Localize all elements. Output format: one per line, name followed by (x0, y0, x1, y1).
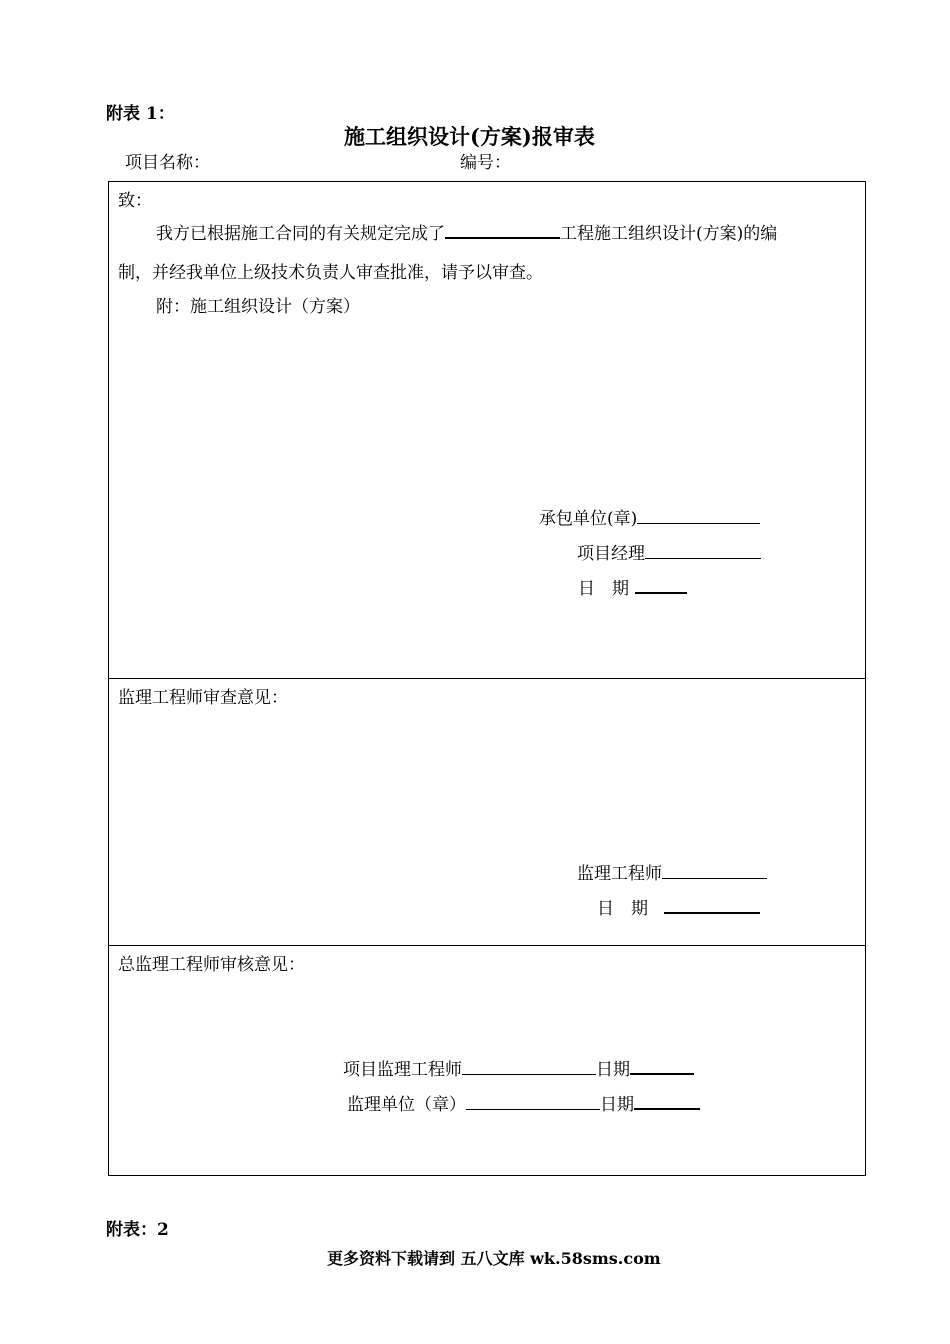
attachment-line: 附：施工组织设计（方案） (156, 297, 360, 317)
project-engineer-blank (462, 1060, 596, 1075)
date-label-4: 日期 (600, 1095, 634, 1115)
body-line-1-start: 我方已根据施工合同的有关规定完成了 (156, 224, 445, 244)
submission-section (108, 181, 866, 679)
date-blank-2 (664, 898, 760, 914)
engineer-label: 监理工程师 (577, 864, 662, 884)
date-label-2: 日 期 (597, 899, 648, 919)
manager-label: 项目经理 (577, 544, 645, 564)
supervision-unit-blank (466, 1095, 600, 1110)
date-row-2 (597, 894, 760, 919)
date-blank-1 (635, 578, 687, 594)
contractor-label: 承包单位(章) (539, 509, 638, 529)
body-line-1-end: 工程施工组织设计(方案)的编 (560, 224, 778, 244)
contractor-blank (637, 509, 760, 524)
manager-blank (645, 544, 761, 559)
engineer-signature-row (577, 859, 767, 884)
project-name-blank (445, 223, 560, 239)
project-engineer-label: 项目监理工程师 (343, 1060, 462, 1080)
attachment-2-label: 附表：2 (106, 1220, 169, 1240)
download-note: 更多资料下载请到 五八文库 wk.58sms.com (327, 1249, 661, 1268)
date-blank-3 (630, 1059, 694, 1075)
engineer-review-heading: 监理工程师审查意见： (118, 688, 288, 708)
engineer-blank (662, 864, 767, 879)
to-label: 致： (118, 191, 152, 211)
chief-review-heading: 总监理工程师审核意见： (118, 955, 305, 975)
manager-signature-row (577, 539, 761, 564)
date-blank-4 (634, 1094, 700, 1110)
project-engineer-row (343, 1055, 694, 1080)
serial-no-label: 编号： (460, 153, 511, 173)
date-row-1 (578, 574, 687, 599)
body-line-2: 制，并经我单位上级技术负责人审查批准，请予以审查。 (118, 263, 543, 283)
contractor-signature-row (539, 504, 760, 529)
page-title: 施工组织设计(方案)报审表 (344, 124, 595, 149)
supervision-unit-label: 监理单位（章） (347, 1095, 466, 1115)
body-line-1 (156, 219, 777, 244)
supervision-unit-row (347, 1090, 700, 1115)
project-name-label: 项目名称： (125, 153, 210, 173)
date-label-3: 日期 (596, 1060, 630, 1080)
date-label-1: 日 期 (578, 579, 629, 599)
attachment-1-label: 附表 1： (106, 104, 175, 124)
